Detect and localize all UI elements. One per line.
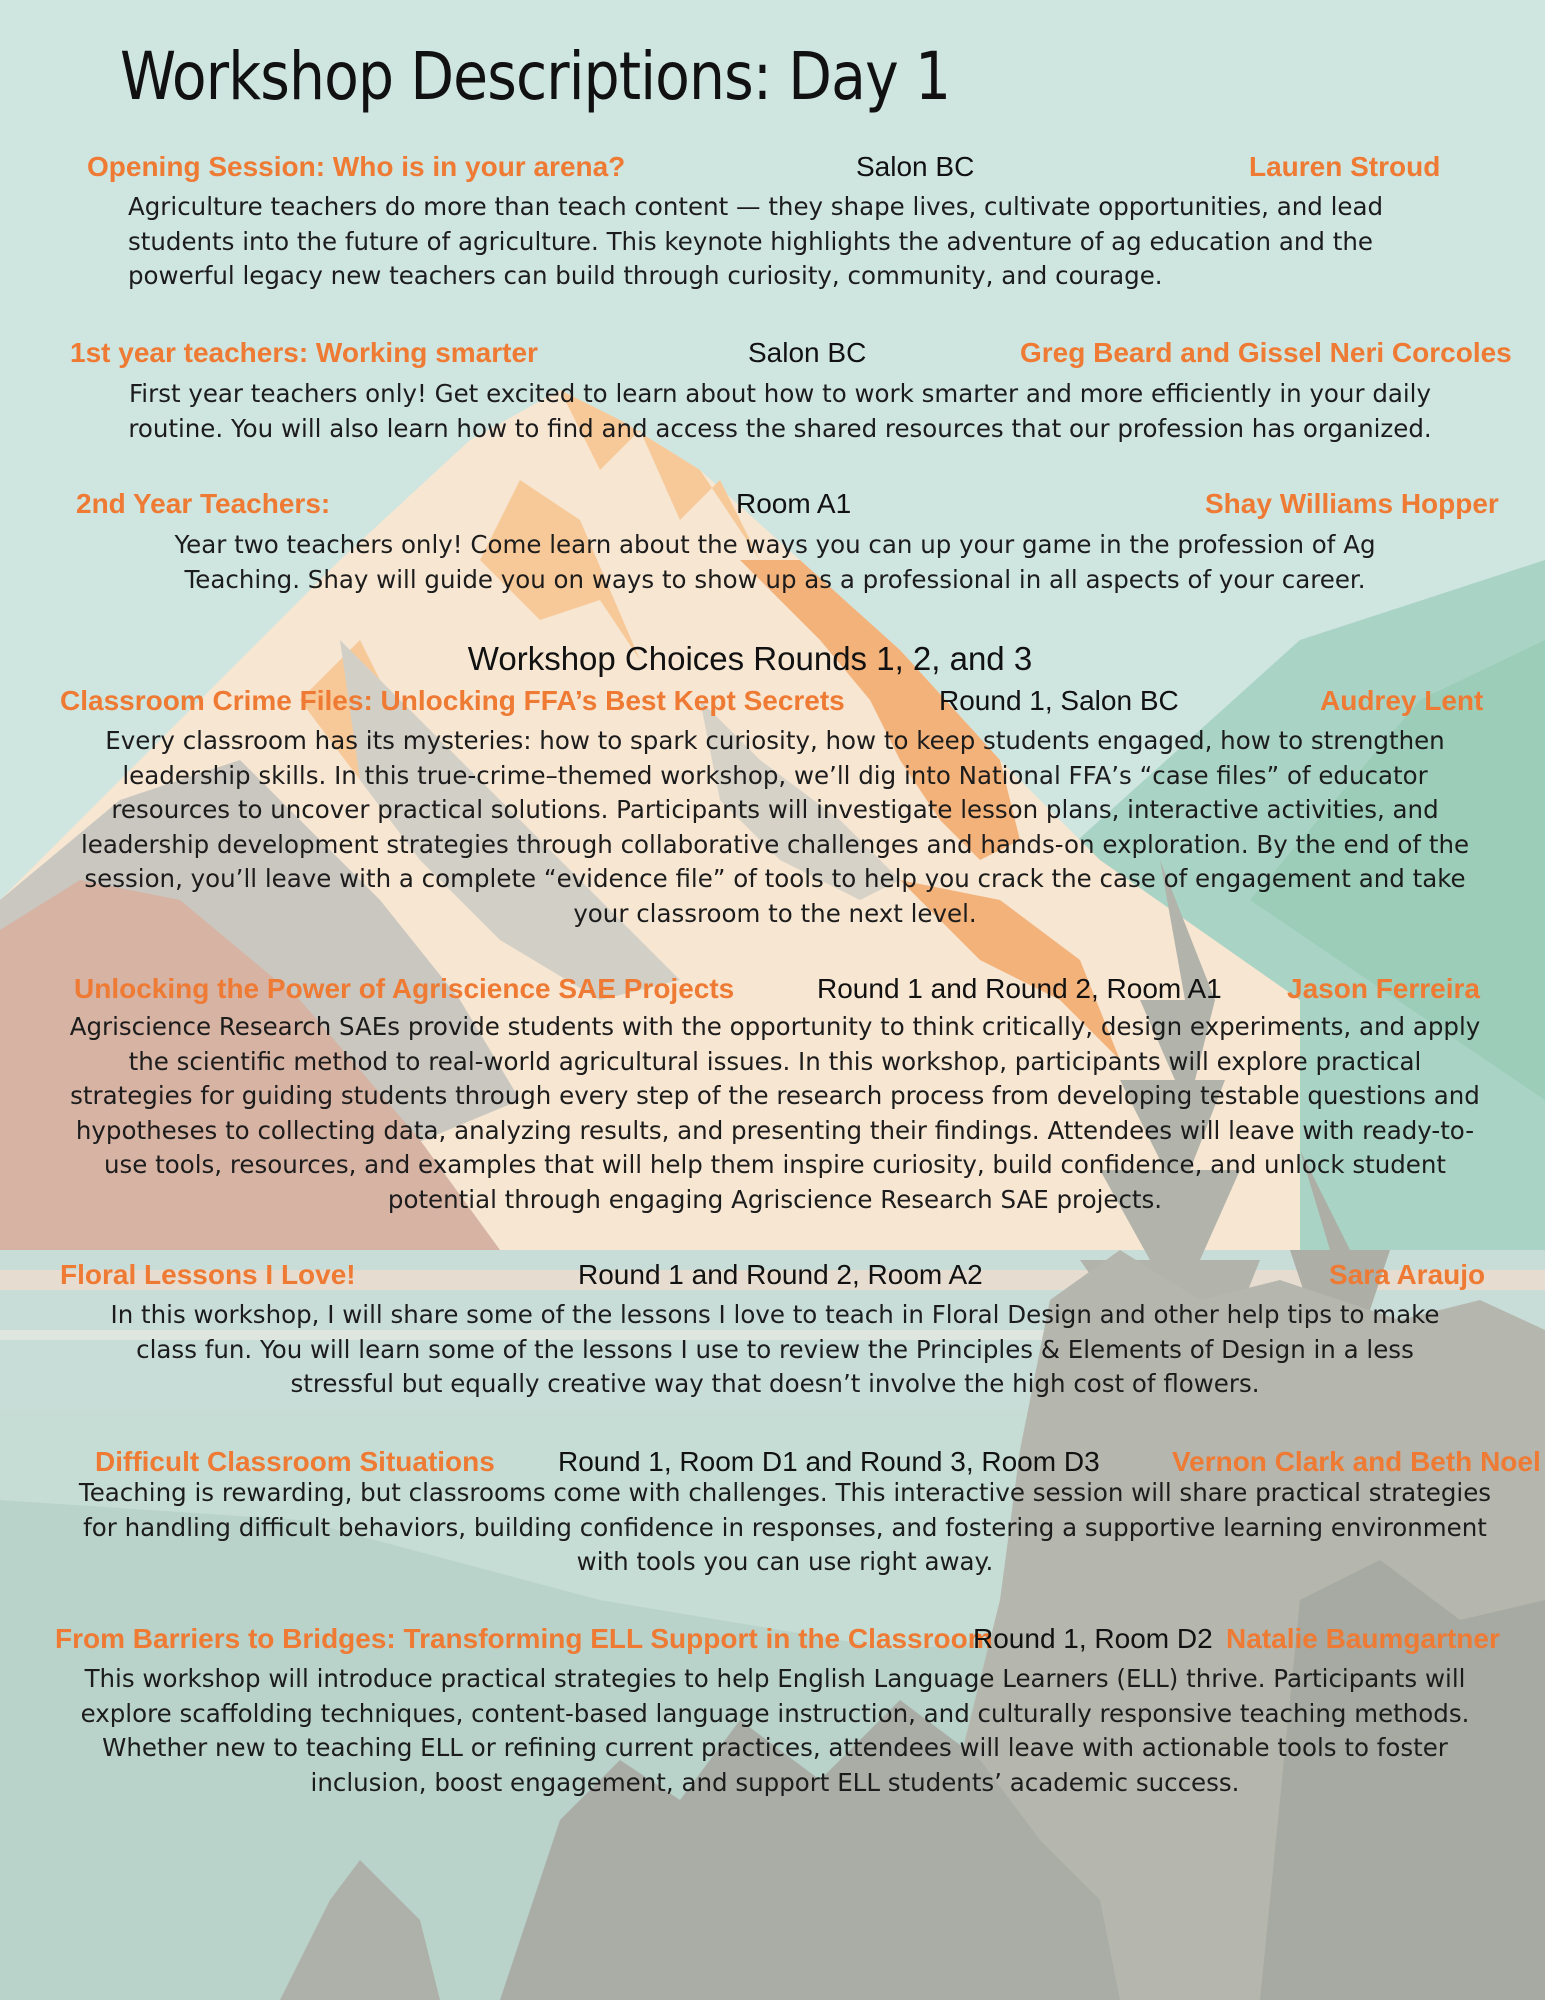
- session-room: Round 1, Salon BC: [939, 685, 1179, 716]
- session-description: Teaching is rewarding, but classrooms come with challenges. This interactive session will share practical strategies for handling difficult behaviors, building confidence in responses, and fostering a supportive learning environment with tools you can use right away.: [78, 1478, 1492, 1576]
- session-presenter: Jason Ferreira: [1287, 973, 1480, 1004]
- session-presenter: Lauren Stroud: [1249, 151, 1441, 182]
- session-title: 1st year teachers: Working smarter: [70, 337, 538, 368]
- session-presenter: Shay Williams Hopper: [1205, 488, 1499, 519]
- session-title: 2nd Year Teachers:: [76, 488, 331, 519]
- session-room: Round 1, Room D1 and Round 3, Room D3: [558, 1446, 1100, 1477]
- session-description: Agriculture teachers do more than teach content — they shape lives, cultivate opportunities, and lead students into the future of agriculture. This keynote highlights the adventure of ag education and the powerful legacy new teachers can build through curiosity, community, and courage.: [128, 192, 1384, 290]
- session-title: Unlocking the Power of Agriscience SAE Projects: [74, 973, 735, 1004]
- session-description: Every classroom has its mysteries: how to spark curiosity, how to keep students engaged, how to strengthen leadership skills. In this true-crime–themed workshop, we’ll dig into National FFA’s “case files” of educator resources to uncover practical solutions. Participants will investigate lesson plans, interactive activities, and leadership development strategies through collaborative challenges and hands-on exploration. By the end of the session, you’ll leave with a complete “evidence file” of tools to help you crack the case of engagement and take your classroom to the next level.: [80, 726, 1470, 928]
- session-room: Room A1: [736, 488, 852, 519]
- session-room: Round 1, Room D2: [973, 1623, 1213, 1654]
- session-presenter: Sara Araujo: [1329, 1259, 1486, 1290]
- session-presenter: Vernon Clark and Beth Noel: [1172, 1446, 1541, 1477]
- session-description: Agriscience Research SAEs provide students with the opportunity to think critically, design experiments, and apply the scientific method to real-world agricultural issues. In this workshop, participants will explore practical strategies for guiding students through every step of the research process from developing testable questions and hypotheses to collecting data, analyzing results, and presenting their findings. Attendees will leave with ready-to-use tools, resources, and examples that will help them inspire curiosity, build confidence, and unlock student potential through engaging Agriscience Research SAE projects.: [69, 1012, 1481, 1214]
- session-title: From Barriers to Bridges: Transforming ELL Support in the Classroom: [55, 1623, 993, 1654]
- session-title: Difficult Classroom Situations: [95, 1446, 495, 1477]
- session-title: Floral Lessons I Love!: [60, 1259, 356, 1290]
- session-presenter: Greg Beard and Gissel Neri Corcoles: [1020, 337, 1512, 368]
- session-presenter: Audrey Lent: [1320, 685, 1484, 716]
- session-description: In this workshop, I will share some of the lessons I love to teach in Floral Design and other help tips to make class fun. You will learn some of the lessons I use to review the Principles & Elements of Design in a less stressful but equally creative way that doesn’t involve the high cost of flowers.: [110, 1300, 1440, 1398]
- session-presenter: Natalie Baumgartner: [1226, 1623, 1500, 1654]
- session-title: Classroom Crime Files: Unlocking FFA’s Best Kept Secrets: [60, 685, 845, 716]
- session-description: First year teachers only! Get excited to learn about how to work smarter and more efficiently in your daily routine. You will also learn how to find and access the shared resources that our profession has organized.: [128, 379, 1432, 443]
- session-description: Year two teachers only! Come learn about the ways you can up your game in the profession of Ag Teaching. Shay will guide you on ways to show up as a professional in all aspects of your career.: [174, 530, 1376, 594]
- session-room: Round 1 and Round 2, Room A1: [817, 973, 1222, 1004]
- session-description: This workshop will introduce practical strategies to help English Language Learners (ELL) thrive. Participants will explore scaffolding techniques, content-based language instruction, and culturally responsive teaching methods. Whether new to teaching ELL or refining current practices, attendees will leave with actionable tools to foster inclusion, boost engagement, and support ELL students’ academic success.: [80, 1664, 1470, 1797]
- page-title: Workshop Descriptions: Day 1: [120, 38, 951, 115]
- workshop-rounds-heading: Workshop Choices Rounds 1, 2, and 3: [467, 640, 1033, 677]
- session-title: Opening Session: Who is in your arena?: [87, 151, 626, 182]
- session-room: Salon BC: [856, 151, 975, 182]
- session-room: Round 1 and Round 2, Room A2: [578, 1259, 983, 1290]
- session-room: Salon BC: [748, 337, 867, 368]
